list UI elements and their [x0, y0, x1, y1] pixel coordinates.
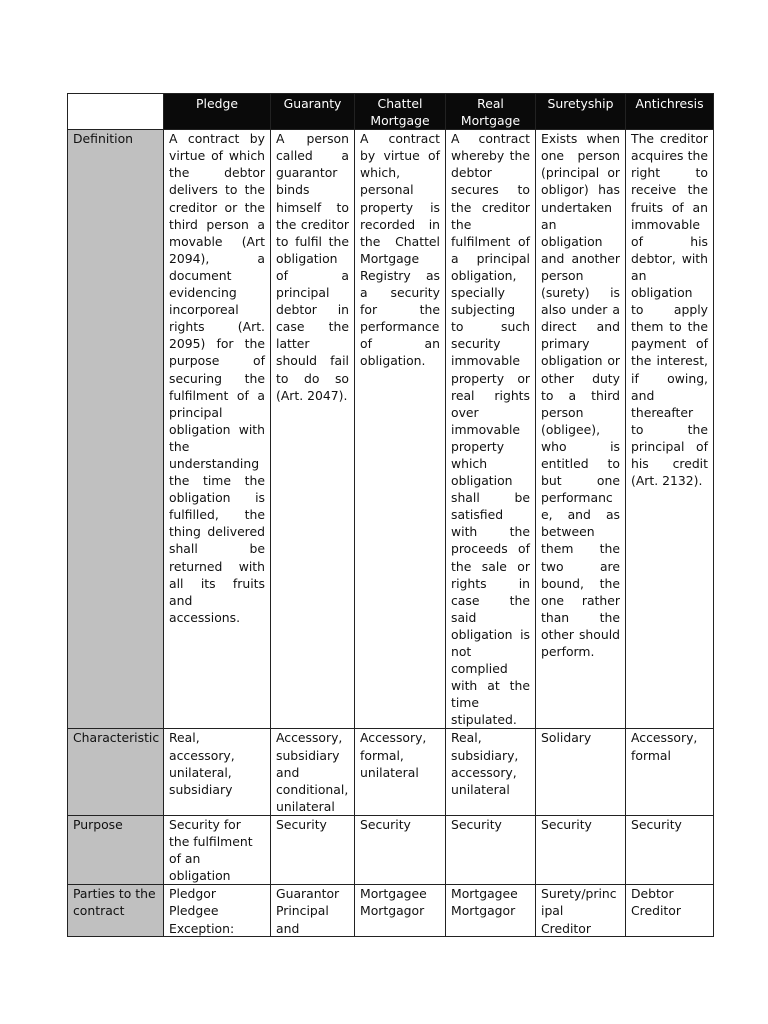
column-header-pledge: Pledge	[164, 94, 271, 130]
row-header-definition: Definition	[68, 130, 164, 729]
purpose-guaranty-cell: Security	[271, 815, 355, 884]
purpose-chattel-mortgage-cell: Security	[355, 815, 446, 884]
characteristic-guaranty-cell: Accessory, subsidiary and conditional, unilateral	[271, 729, 355, 815]
characteristic-suretyship-cell: Solidary	[536, 729, 626, 815]
parties-real-mortgage-cell	[446, 885, 536, 937]
parties-antichresis-text: Debtor Creditor	[631, 886, 681, 919]
definition-suretyship-cell: Exists when one person (principal or obligor) has undertaken an obligation and another person (surety) is also under a direct and primary obligation or other duty to a third person (obligee), who is entitled to but one performanc e, and as between them the two are bound, the one rather than the other should perform.	[536, 130, 626, 729]
purpose-pledge-cell: Security for the fulfilment of an obligation	[164, 815, 271, 884]
characteristic-chattel-mortgage-cell: Accessory, formal, unilateral	[355, 729, 446, 815]
parties-guaranty-text: Guarantor Principal and	[276, 886, 340, 936]
row-header-purpose: Purpose	[68, 815, 164, 884]
column-header-real-mortgage: Real Mortgage	[446, 94, 536, 130]
row-header-characteristic: Characteristic	[68, 729, 164, 815]
parties-chattel-mortgage-cell	[355, 885, 446, 937]
column-header-guaranty: Guaranty	[271, 94, 355, 130]
table-row-purpose	[68, 815, 714, 884]
parties-pledge-cell	[164, 885, 271, 937]
column-header-antichresis: Antichresis	[626, 94, 714, 130]
comparison-table	[67, 93, 714, 937]
purpose-antichresis-cell: Security	[626, 815, 714, 884]
table-row-definition	[68, 130, 714, 729]
characteristic-pledge-cell: Real, accessory, unilateral, subsidiary	[164, 729, 271, 815]
definition-real-mortgage-cell: A contract whereby the debtor secures to the creditor the fulfilment of a principal obligation, specially subjecting to such security immovable property or real rights over immovable property which obligation shall be satisfied with the proceeds of the sale or rights in case the said obligation is not complied with at the time stipulated.	[446, 130, 536, 729]
row-header-parties-label: Parties to the contract	[73, 886, 156, 919]
header-row	[68, 94, 714, 130]
purpose-suretyship-cell: Security	[536, 815, 626, 884]
column-header-suretyship: Suretyship	[536, 94, 626, 130]
definition-chattel-mortgage-cell: A contract by virtue of which, personal property is recorded in the Chattel Mortgage Registry as a security for the performance of an obligation.	[355, 130, 446, 729]
table-row-characteristic	[68, 729, 714, 815]
parties-chattel-mortgage-text: Mortgagee Mortgagor	[360, 886, 427, 919]
header-corner-cell	[68, 94, 164, 130]
characteristic-antichresis-cell: Accessory, formal	[626, 729, 714, 815]
definition-antichresis-cell: The creditor acquires the right to receive the fruits of an immovable of his debtor, with an obligation to apply them to the payment of the interest, if owing, and thereafter to the principal of his credit (Art. 2132).	[626, 130, 714, 729]
row-header-parties	[68, 885, 164, 937]
definition-pledge-cell: A contract by virtue of which the debtor delivers to the creditor or the third person a movable (Art 2094), a document evidencing incorporeal rights (Art. 2095) for the purpose of securing the fulfilment of a principal obligation with the understanding the time the obligation is fulfilled, the thing delivered shall be returned with all its fruits and accessions.	[164, 130, 271, 729]
parties-antichresis-cell	[626, 885, 714, 937]
definition-guaranty-cell: A person called a guarantor binds himself to the creditor to fulfil the obligation of a principal debtor in case the latter should fail to do so (Art. 2047).	[271, 130, 355, 729]
parties-pledge-text: Pledgor Pledgee Exception:	[169, 886, 235, 936]
table-row-parties	[68, 885, 714, 937]
parties-real-mortgage-text: Mortgagee Mortgagor	[451, 886, 518, 919]
purpose-real-mortgage-cell: Security	[446, 815, 536, 884]
parties-guaranty-cell	[271, 885, 355, 937]
characteristic-real-mortgage-cell: Real, subsidiary, accessory, unilateral	[446, 729, 536, 815]
column-header-chattel-mortgage: Chattel Mortgage	[355, 94, 446, 130]
parties-suretyship-cell	[536, 885, 626, 937]
parties-suretyship-text: Surety/princ ipal Creditor	[541, 886, 617, 936]
